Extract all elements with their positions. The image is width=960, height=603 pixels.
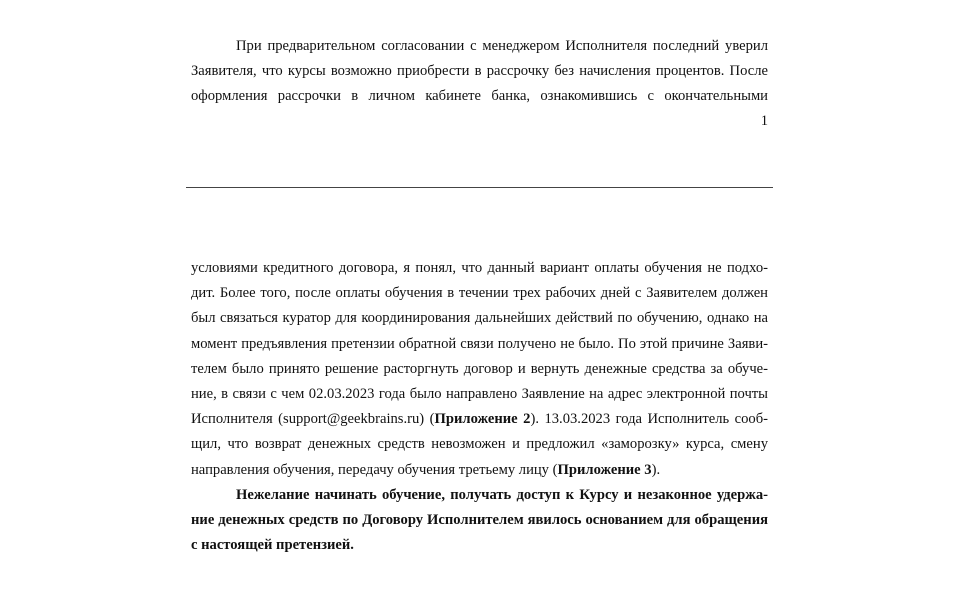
paragraph-line: Заявителя, что курсы возможно приобрести в рассрочку без начисления процентов. После xyxy=(191,63,768,80)
claim-basis-paragraph xyxy=(191,483,768,559)
paragraph-line: Нежелание начинать обучение, получать доступ к Курсу и незаконное удержа- xyxy=(236,486,768,503)
paragraph-line: дит. Более того, после оплаты обучения в течении трех рабочих дней с Заявителем должен xyxy=(191,285,768,302)
paragraph-line: ние, в связи с чем 02.03.2023 года было направлено Заявление на адрес электронной почты xyxy=(191,386,768,403)
appendix-2-reference: Приложение 2 xyxy=(434,411,531,428)
line-text: ). xyxy=(651,461,661,478)
paragraph-line: При предварительном согласовании с менеджером Исполнителя последний уверил xyxy=(236,38,768,54)
paragraph-continuation xyxy=(191,256,768,483)
page-1-paragraph xyxy=(191,34,768,110)
paragraph-line: был связаться куратор для координирования дальнейших действий по обучению, однако на xyxy=(191,310,768,327)
paragraph-line xyxy=(191,458,768,483)
page-break-divider xyxy=(186,187,773,188)
paragraph-line: телем было принято решение расторгнуть договор и вернуть денежные средства за обуче- xyxy=(191,360,768,377)
line-text: Исполнителя (support@geekbrains.ru) ( xyxy=(191,411,435,428)
paragraph-line: с настоящей претензией. xyxy=(191,537,354,554)
line-text: направления обучения, передачу обучения третьему лицу ( xyxy=(191,461,558,478)
page-number: 1 xyxy=(760,113,768,129)
line-text: ). 13.03.2023 года Исполнитель сооб- xyxy=(530,411,768,428)
page-2-content xyxy=(191,256,768,558)
paragraph-line: оформления рассрочки в личном кабинете банка, ознакомившись с окончательными xyxy=(191,88,768,105)
paragraph-line: условиями кредитного договора, я понял, что данный вариант оплаты обучения не подхо- xyxy=(191,260,768,276)
paragraph-line: ние денежных средств по Договору Исполнителем явилось основанием для обращения xyxy=(191,512,768,529)
paragraph-line xyxy=(191,407,768,432)
paragraph-line: щил, что возврат денежных средств невозможен и предложил «заморозку» курса, смену xyxy=(191,436,768,453)
appendix-3-reference: Приложение 3 xyxy=(557,461,652,478)
paragraph-line: момент предъявления претензии обратной связи получено не было. По этой причине Заяви- xyxy=(191,335,768,352)
